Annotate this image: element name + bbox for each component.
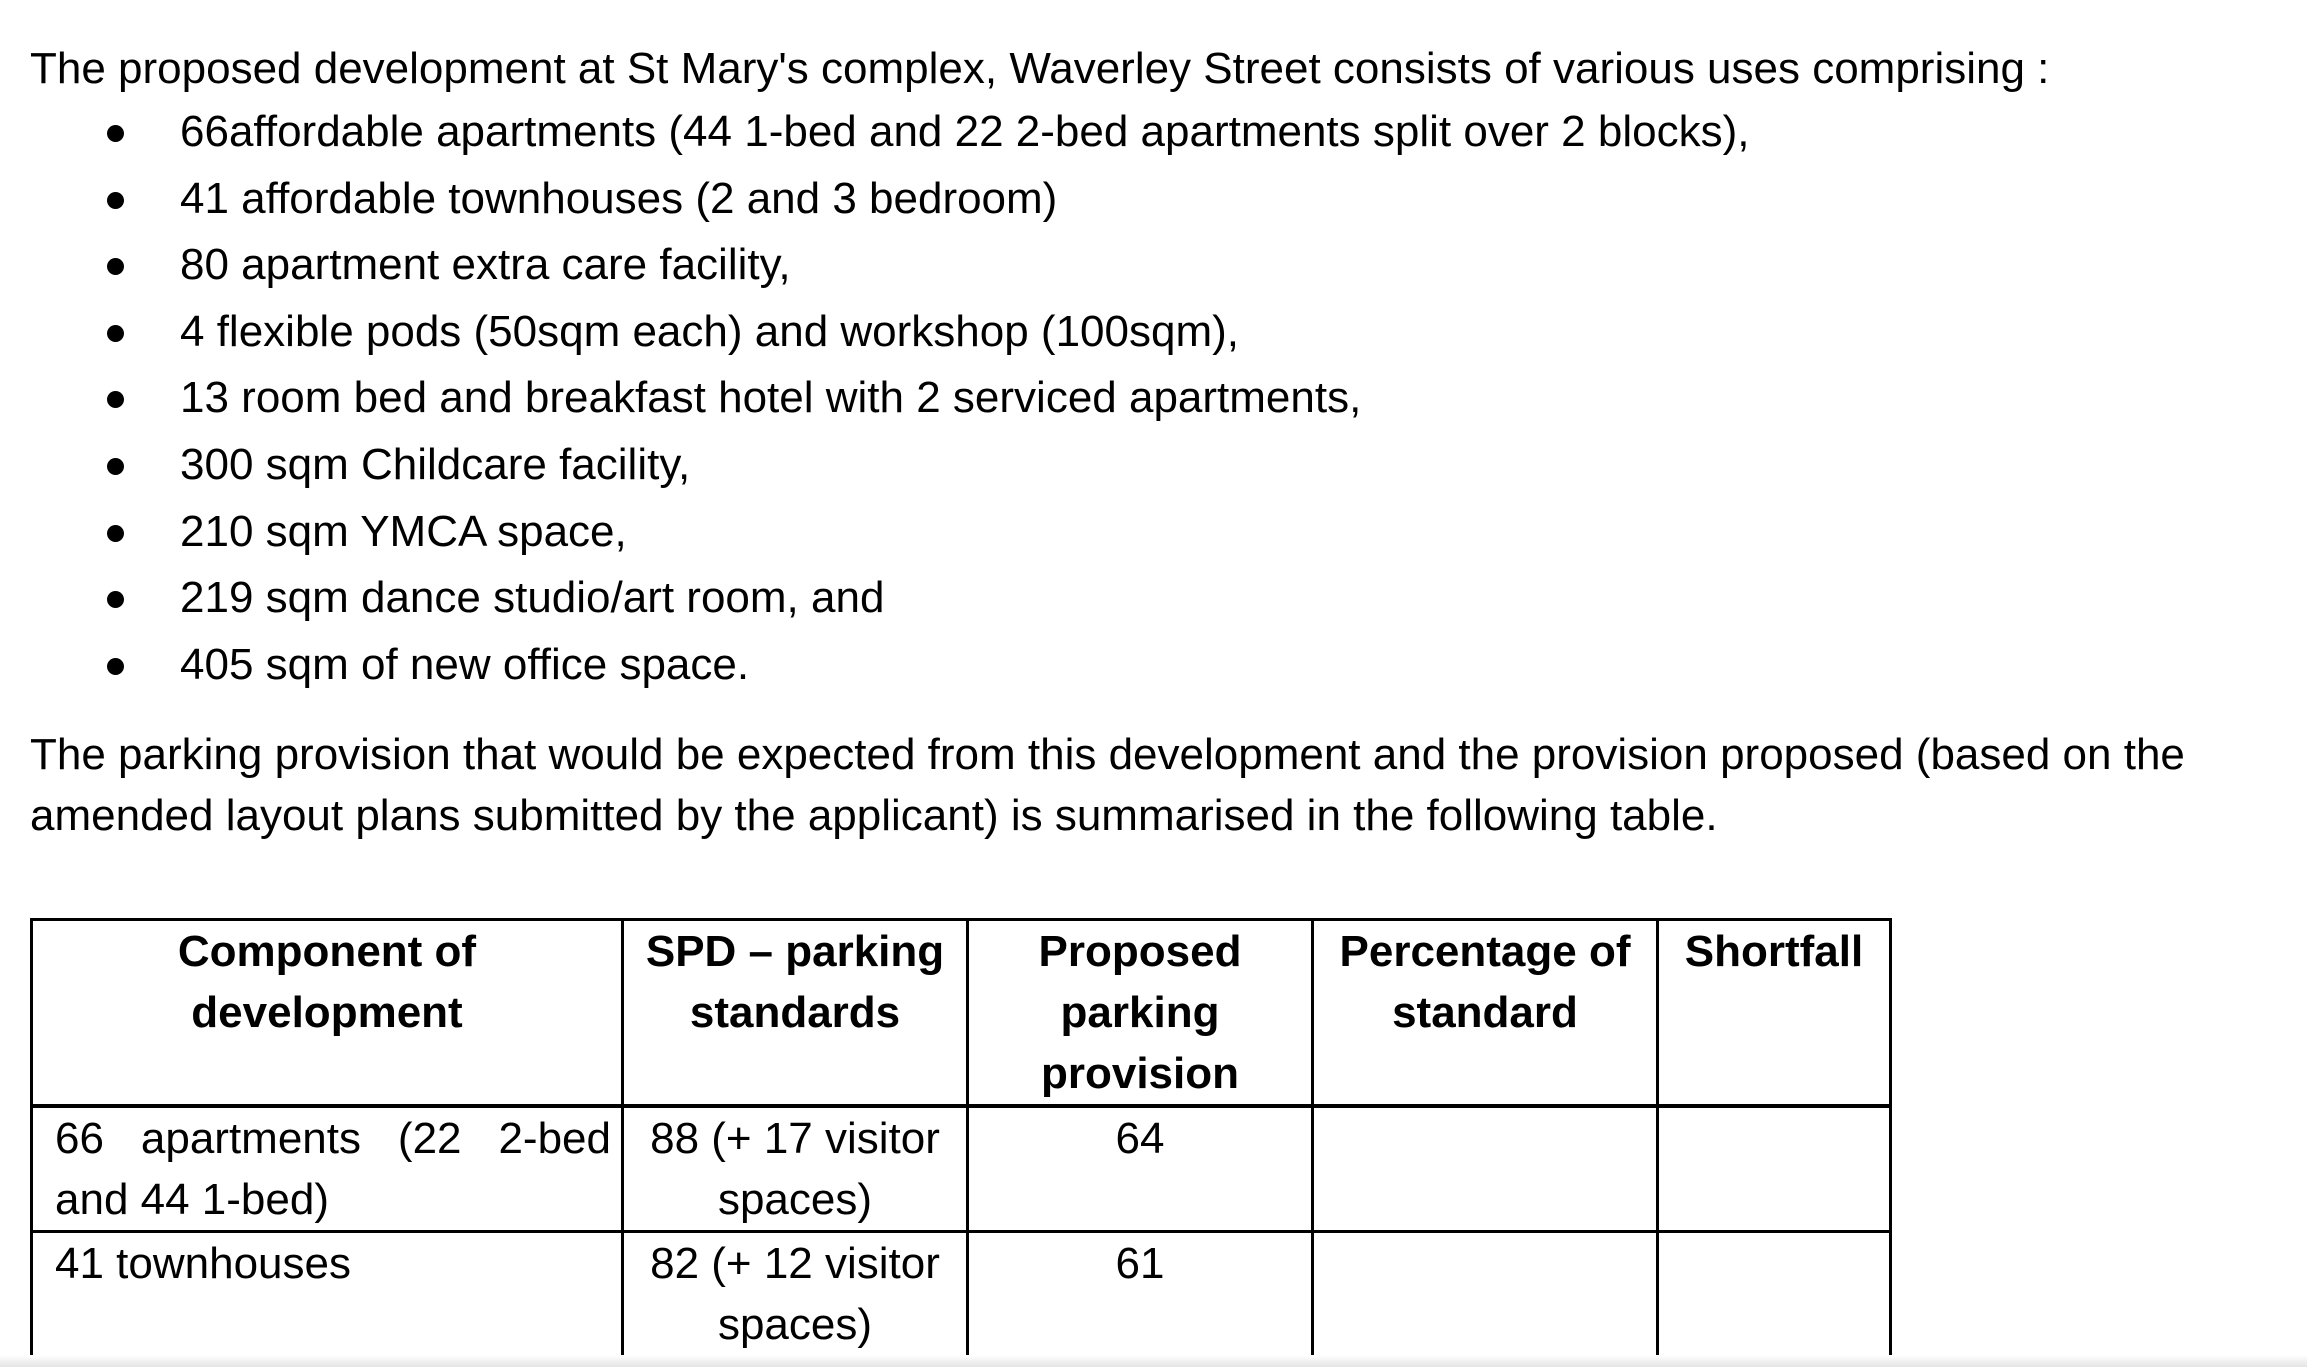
cell-standard: 82 (+ 12 visitor spaces) (623, 1232, 968, 1357)
document-page (30, 38, 2280, 1349)
header-component: Component of development (32, 920, 623, 1107)
list-item: 219 sqm dance studio/art room, and (30, 565, 2280, 632)
cell-standard: 88 (+ 17 visitor spaces) (623, 1106, 968, 1232)
cell-percentage (1313, 1232, 1658, 1357)
parking-intro-paragraph: The parking provision that would be expected from this development and the provision proposed (based on the amended layout plans submitted by the applicant) is summarised in the following table. (30, 730, 2185, 841)
list-item: 300 sqm Childcare facility, (30, 432, 2280, 499)
list-item: 41 affordable townhouses (2 and 3 bedroom) (30, 166, 2280, 233)
cell-percentage (1313, 1106, 1658, 1232)
header-percentage: Percentage of standard (1313, 920, 1658, 1107)
uses-list (30, 99, 2280, 698)
list-item: 405 sqm of new office space. (30, 632, 2280, 699)
list-item: 80 apartment extra care facility, (30, 232, 2280, 299)
table-row (32, 1232, 1891, 1357)
cell-component: 66 apartments (22 2-bed and 44 1-bed) (32, 1106, 623, 1232)
bullet-icon (107, 658, 124, 675)
cell-proposed: 61 (968, 1232, 1313, 1357)
list-item: 210 sqm YMCA space, (30, 499, 2280, 566)
parking-table (30, 918, 1892, 1358)
header-proposed: Proposed parking provision (968, 920, 1313, 1107)
header-standard: SPD – parking standards (623, 920, 968, 1107)
bullet-icon (107, 325, 124, 342)
cell-shortfall (1658, 1232, 1891, 1357)
intro-paragraph: The proposed development at St Mary's complex, Waverley Street consists of various uses comprising : (30, 44, 2050, 93)
bullet-icon (107, 192, 124, 209)
list-item: 4 flexible pods (50sqm each) and workshop (100sqm), (30, 299, 2280, 366)
page-bottom-edge (0, 1355, 2307, 1367)
bullet-icon (107, 591, 124, 608)
list-item: 13 room bed and breakfast hotel with 2 serviced apartments, (30, 365, 2280, 432)
bullet-icon (107, 458, 124, 475)
table-row (32, 1106, 1891, 1232)
bullet-icon (107, 125, 124, 142)
cell-proposed: 64 (968, 1106, 1313, 1232)
cell-component: 41 townhouses (32, 1232, 623, 1357)
cell-shortfall (1658, 1106, 1891, 1232)
bullet-icon (107, 525, 124, 542)
bullet-icon (107, 391, 124, 408)
table-header-row (32, 920, 1891, 1107)
bullet-icon (107, 258, 124, 275)
list-item: 66affordable apartments (44 1-bed and 22 2-bed apartments split over 2 blocks), (30, 99, 2280, 166)
header-shortfall: Shortfall (1658, 920, 1891, 1107)
